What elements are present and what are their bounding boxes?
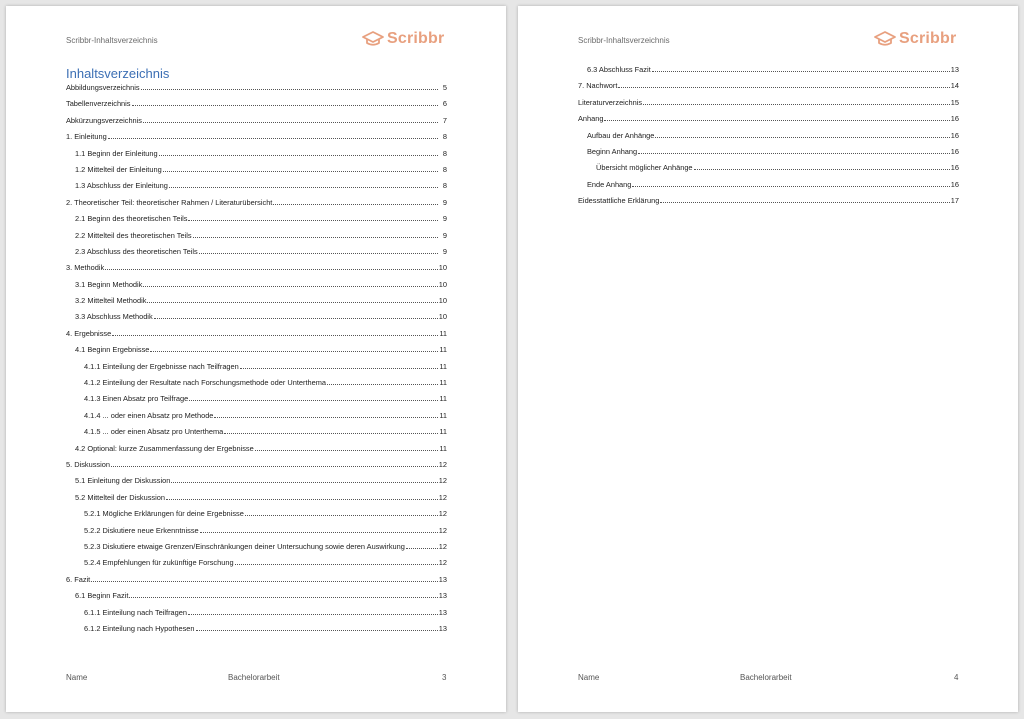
toc-entry-page-number: 17 <box>950 196 959 206</box>
toc-entry[interactable] <box>66 411 447 420</box>
toc-entry-page-number: 11 <box>439 345 447 355</box>
toc-entry-page-number: 12 <box>438 541 447 551</box>
toc-entry-title: 4.2 Optional: kurze Zusammenfassung der Ergebnisse <box>75 443 254 453</box>
footer-title: Bachelorarbeit <box>740 673 792 682</box>
dot-leader <box>150 351 438 352</box>
toc-entry-title: 6.1.1 Einteilung nach Teilfragen <box>84 607 187 617</box>
toc-entry-title: 3.1 Beginn Methodik <box>75 279 143 289</box>
footer-page-number: 3 <box>442 673 447 682</box>
toc-entry-page-number: 13 <box>438 574 447 584</box>
toc-entry-page-number: 8 <box>442 164 447 174</box>
dot-leader <box>660 202 949 203</box>
scribbr-logo <box>874 30 956 48</box>
toc-entry-page-number: 12 <box>438 525 447 535</box>
toc-entry-page-number: 16 <box>950 163 959 173</box>
toc-entry[interactable] <box>66 526 447 535</box>
toc-entry-page-number: 11 <box>439 443 447 453</box>
dot-leader <box>240 368 438 369</box>
toc-entry[interactable] <box>578 98 959 107</box>
toc-entry-page-number: 8 <box>442 132 447 142</box>
toc-entry[interactable] <box>66 460 447 469</box>
toc-entry[interactable] <box>578 180 959 189</box>
toc-entry-title: 2.3 Abschluss des theoretischen Teils <box>75 246 198 256</box>
dot-leader <box>111 466 438 467</box>
toc-entry-page-number: 11 <box>439 328 447 338</box>
toc-entry-title: Abkürzungsverzeichnis <box>66 115 142 125</box>
toc-entry-page-number: 13 <box>438 623 447 633</box>
toc-entry-page-number: 11 <box>439 427 447 437</box>
toc-entry-title: Übersicht möglicher Anhänge <box>596 163 693 173</box>
dot-leader <box>327 384 438 385</box>
toc-entry-page-number: 13 <box>438 591 447 601</box>
graduation-cap-icon <box>362 30 384 48</box>
dot-leader <box>655 137 949 138</box>
toc-entry-title: 1.1 Beginn der Einleitung <box>75 148 158 158</box>
toc-entry-page-number: 13 <box>438 607 447 617</box>
dot-leader <box>643 104 950 105</box>
toc-entry-page-number: 15 <box>950 97 959 107</box>
toc-entry-page-number: 9 <box>442 197 447 207</box>
toc-entry-title: Abbildungsverzeichnis <box>66 83 140 92</box>
toc-entry-title: 1. Einleitung <box>66 132 107 142</box>
toc-entry-title: 1.3 Abschluss der Einleitung <box>75 181 168 191</box>
header-title: Scribbr-Inhaltsverzeichnis <box>578 36 670 45</box>
toc-entry[interactable] <box>66 99 447 108</box>
toc-entry[interactable] <box>66 214 447 223</box>
toc-entry-page-number: 12 <box>438 459 447 469</box>
toc-entry-title: 2. Theoretischer Teil: theoretischer Rahmen / Literaturübersicht <box>66 197 273 207</box>
toc-entry[interactable] <box>578 114 959 123</box>
toc-entry-title: 1.2 Mittelteil der Einleitung <box>75 164 162 174</box>
dot-leader <box>694 169 950 170</box>
toc-entry[interactable] <box>66 231 447 240</box>
toc-entry-title: 5.1 Einleitung der Diskussion <box>75 476 171 486</box>
dot-leader <box>159 155 438 156</box>
dot-leader <box>171 482 437 483</box>
toc-entry-title: 4.1.3 Einen Absatz pro Teilfrage <box>84 394 189 404</box>
document-page-3 <box>6 6 506 712</box>
toc-entry-page-number: 14 <box>950 81 959 91</box>
toc-heading: Inhaltsverzeichnis <box>66 66 170 81</box>
toc-entry[interactable] <box>66 116 447 125</box>
dot-leader <box>189 400 438 401</box>
toc-entry-title: Ende Anhang <box>587 179 632 189</box>
toc-entry[interactable] <box>578 163 959 172</box>
toc-list <box>66 83 447 640</box>
dot-leader <box>214 417 438 418</box>
toc-entry-page-number: 13 <box>950 65 959 74</box>
toc-entry-title: 5.2.2 Diskutiere neue Erkenntnisse <box>84 525 199 535</box>
toc-entry-title: Aufbau der Anhänge <box>587 130 655 140</box>
dot-leader <box>199 253 438 254</box>
dot-leader <box>245 515 438 516</box>
logo-text: Scribbr <box>387 30 445 47</box>
toc-entry[interactable] <box>66 427 447 436</box>
toc-entry-title: 2.2 Mittelteil des theoretischen Teils <box>75 230 192 240</box>
dot-leader <box>163 171 438 172</box>
dot-leader <box>112 335 438 336</box>
dot-leader <box>196 630 438 631</box>
dot-leader <box>632 186 949 187</box>
toc-entry[interactable] <box>578 65 959 74</box>
toc-entry-page-number: 8 <box>442 181 447 191</box>
toc-entry-page-number: 16 <box>950 179 959 189</box>
dot-leader <box>188 220 438 221</box>
toc-entry-page-number: 12 <box>438 558 447 568</box>
toc-entry-title: 6.1.2 Einteilung nach Hypothesen <box>84 623 195 633</box>
dot-leader <box>273 204 438 205</box>
dot-leader <box>169 187 438 188</box>
toc-entry-title: 3.3 Abschluss Methodik <box>75 312 153 322</box>
toc-entry[interactable] <box>66 181 447 190</box>
toc-entry-title: 3. Methodik <box>66 263 105 273</box>
graduation-cap-icon <box>874 30 896 48</box>
toc-entry-title: Literaturverzeichnis <box>578 97 643 107</box>
toc-entry-title: Eidesstattliche Erklärung <box>578 196 660 206</box>
dot-leader <box>200 532 438 533</box>
toc-entry-title: 5.2.3 Diskutiere etwaige Grenzen/Einschränkungen deiner Untersuchung sowie deren Auswirkung <box>84 541 405 551</box>
toc-entry[interactable] <box>66 542 447 551</box>
toc-entry[interactable] <box>66 362 447 371</box>
dot-leader <box>91 581 438 582</box>
toc-entry[interactable] <box>66 394 447 403</box>
dot-leader <box>188 614 438 615</box>
dot-leader <box>193 237 438 238</box>
dot-leader <box>147 302 437 303</box>
footer-name: Name <box>66 673 88 682</box>
toc-entry[interactable] <box>578 81 959 90</box>
toc-entry-title: Anhang <box>578 114 604 124</box>
toc-entry-title: 4. Ergebnisse <box>66 328 112 338</box>
dot-leader <box>108 138 438 139</box>
dot-leader <box>406 548 438 549</box>
footer-title: Bachelorarbeit <box>228 673 280 682</box>
toc-entry-title: 5.2.4 Empfehlungen für zukünftige Forschung <box>84 558 234 568</box>
toc-entry-page-number: 6 <box>442 99 447 109</box>
toc-entry[interactable] <box>66 132 447 141</box>
toc-entry[interactable] <box>66 296 447 305</box>
document-page-4 <box>518 6 1018 712</box>
toc-entry-title: 4.1.2 Einteilung der Resultate nach Forschungsmethode oder Unterthema <box>84 378 326 388</box>
toc-entry[interactable] <box>66 329 447 338</box>
toc-entry-page-number: 10 <box>438 279 447 289</box>
toc-entry-page-number: 16 <box>950 130 959 140</box>
toc-entry-title: 4.1 Beginn Ergebnisse <box>75 345 150 355</box>
toc-entry[interactable] <box>66 149 447 158</box>
dot-leader <box>618 87 949 88</box>
toc-entry[interactable] <box>66 165 447 174</box>
toc-entry-page-number: 11 <box>439 410 447 420</box>
dot-leader <box>132 105 439 106</box>
toc-entry-title: 6.3 Abschluss Fazit <box>587 65 651 74</box>
toc-entry-page-number: 5 <box>442 83 447 92</box>
toc-entry-page-number: 9 <box>442 230 447 240</box>
toc-entry[interactable] <box>66 247 447 256</box>
toc-entry[interactable] <box>578 147 959 156</box>
logo-text: Scribbr <box>899 30 957 47</box>
toc-entry-page-number: 12 <box>438 509 447 519</box>
toc-entry-page-number: 10 <box>438 263 447 273</box>
toc-entry-title: 5.2 Mittelteil der Diskussion <box>75 492 165 502</box>
dot-leader <box>143 286 437 287</box>
dot-leader <box>166 499 438 500</box>
toc-entry-page-number: 16 <box>950 114 959 124</box>
toc-entry[interactable] <box>66 83 447 92</box>
toc-entry-title: 4.1.5 ... oder einen Absatz pro Unterthema <box>84 427 224 437</box>
toc-entry[interactable] <box>66 624 447 633</box>
toc-entry-page-number: 12 <box>438 476 447 486</box>
scribbr-logo <box>362 30 444 48</box>
toc-entry[interactable] <box>66 345 447 354</box>
toc-entry-title: 2.1 Beginn des theoretischen Teils <box>75 214 188 224</box>
toc-entry[interactable] <box>66 575 447 584</box>
toc-entry[interactable] <box>66 476 447 485</box>
toc-entry-page-number: 11 <box>439 378 447 388</box>
dot-leader <box>652 71 950 72</box>
dot-leader <box>235 564 438 565</box>
toc-entry-page-number: 10 <box>438 312 447 322</box>
footer-name: Name <box>578 673 600 682</box>
toc-entry-title: Beginn Anhang <box>587 146 638 156</box>
toc-entry-title: 5.2.1 Mögliche Erklärungen für deine Ergebnisse <box>84 509 244 519</box>
toc-entry[interactable] <box>66 608 447 617</box>
toc-entry-page-number: 9 <box>442 214 447 224</box>
toc-entry[interactable] <box>66 378 447 387</box>
toc-entry-page-number: 10 <box>438 296 447 306</box>
toc-entry[interactable] <box>66 263 447 272</box>
toc-entry[interactable] <box>66 493 447 502</box>
toc-entry[interactable] <box>66 591 447 600</box>
toc-entry-title: 3.2 Mittelteil Methodik <box>75 296 147 306</box>
dot-leader <box>224 433 438 434</box>
toc-entry-title: 4.1.1 Einteilung der Ergebnisse nach Teilfragen <box>84 361 239 371</box>
dot-leader <box>129 597 437 598</box>
toc-entry-page-number: 9 <box>442 246 447 256</box>
toc-entry-title: 5. Diskussion <box>66 459 110 469</box>
dot-leader <box>154 318 438 319</box>
toc-entry-page-number: 8 <box>442 148 447 158</box>
toc-entry[interactable] <box>66 444 447 453</box>
toc-entry-title: 6. Fazit <box>66 574 91 584</box>
dot-leader <box>604 120 949 121</box>
toc-entry-page-number: 12 <box>438 492 447 502</box>
toc-entry-title: 7. Nachwort <box>578 81 618 91</box>
dot-leader <box>141 89 438 90</box>
toc-entry[interactable] <box>66 198 447 207</box>
toc-entry[interactable] <box>66 558 447 567</box>
toc-entry[interactable] <box>578 131 959 140</box>
toc-entry[interactable] <box>66 280 447 289</box>
toc-entry-page-number: 11 <box>439 361 447 371</box>
dot-leader <box>143 122 438 123</box>
dot-leader <box>638 153 950 154</box>
toc-entry[interactable] <box>578 196 959 205</box>
toc-list <box>578 65 959 213</box>
toc-entry-title: 4.1.4 ... oder einen Absatz pro Methode <box>84 410 214 420</box>
toc-entry-page-number: 16 <box>950 146 959 156</box>
toc-entry-page-number: 7 <box>442 115 447 125</box>
toc-entry[interactable] <box>66 312 447 321</box>
toc-entry[interactable] <box>66 509 447 518</box>
toc-entry-title: Tabellenverzeichnis <box>66 99 131 109</box>
toc-entry-page-number: 11 <box>439 394 447 404</box>
dot-leader <box>255 450 438 451</box>
header-title: Scribbr-Inhaltsverzeichnis <box>66 36 158 45</box>
dot-leader <box>105 269 438 270</box>
toc-entry-title: 6.1 Beginn Fazit <box>75 591 129 601</box>
footer-page-number: 4 <box>954 673 959 682</box>
